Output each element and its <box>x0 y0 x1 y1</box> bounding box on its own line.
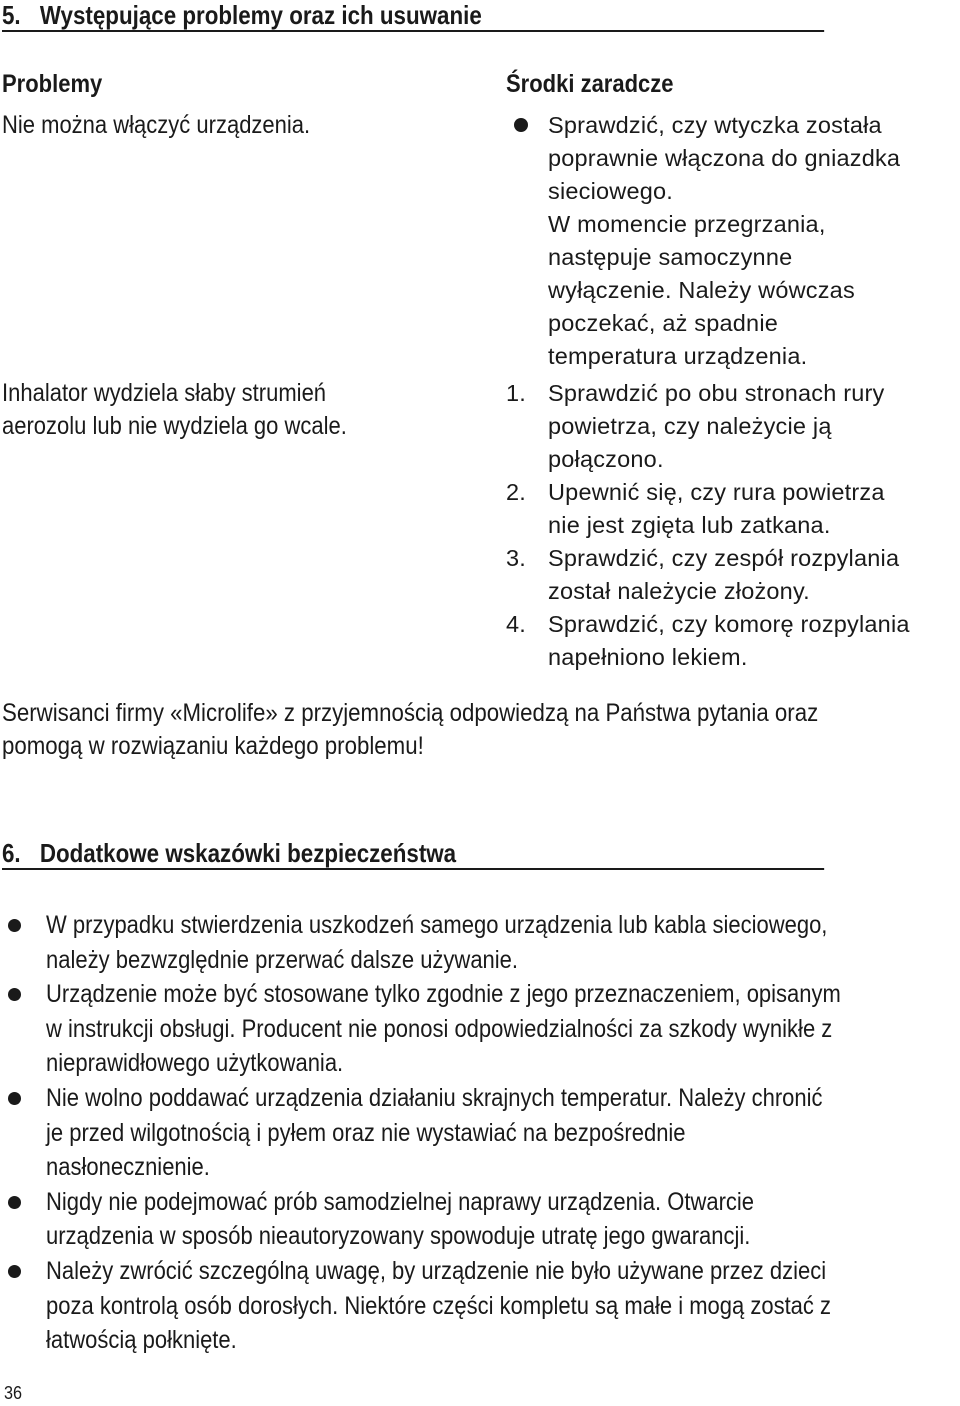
safety-line: w instrukcji obsługi. Producent nie ponosi odpowiedzialności za szkody wynikłe z <box>46 1014 833 1043</box>
remedy-line: połączono. <box>548 446 664 472</box>
safety-item <box>0 908 960 977</box>
safety-line: należy bezwzględnie przerwać dalsze używanie. <box>46 945 519 974</box>
safety-line: nasłonecznienie. <box>46 1153 210 1182</box>
remedy-step-3 <box>506 542 960 608</box>
safety-item <box>0 1081 960 1185</box>
service-note-line: pomogą w rozwiązaniu każdego problemu! <box>2 732 424 760</box>
remedy-line: Sprawdzić po obu stronach rury <box>548 380 885 406</box>
remedy-line: Sprawdzić, czy zespół rozpylania <box>548 545 900 571</box>
remedy-line: powietrza, czy należycie ją <box>548 413 832 439</box>
bullet-icon <box>8 988 21 1001</box>
safety-line: Należy zwrócić szczególną uwagę, by urządzenie nie było używane przez dzieci <box>46 1256 827 1285</box>
remedy-line: poczekać, aż spadnie <box>548 310 779 336</box>
remedies-column-header: Środki zaradcze <box>506 70 674 98</box>
step-number: 2. <box>506 479 526 505</box>
problem-1 <box>2 109 310 142</box>
remedy-line: został należycie złożony. <box>548 578 810 604</box>
safety-line: W przypadku stwierdzenia uszkodzeń samego urządzenia lub kabla sieciowego, <box>46 911 828 939</box>
service-note <box>2 697 945 763</box>
bullet-icon <box>8 919 21 932</box>
remedy-line: napełniono lekiem. <box>548 644 748 670</box>
problem-line: aerozolu lub nie wydziela go wcale. <box>2 411 347 440</box>
safety-line: Nigdy nie podejmować prób samodzielnej naprawy urządzenia. Otwarcie <box>46 1187 755 1216</box>
remedy-line: Sprawdzić, czy komorę rozpylania <box>548 611 910 637</box>
page-number: 36 <box>4 1383 23 1403</box>
bullet-icon <box>8 1196 21 1209</box>
remedy-line: W momencie przegrzania, <box>548 211 826 237</box>
safety-line: nieprawidłowego użytkowania. <box>46 1049 344 1078</box>
problems-column-header: Problemy <box>2 70 103 98</box>
section-6-heading <box>2 838 824 870</box>
safety-list <box>0 908 960 1358</box>
step-number: 3. <box>506 545 526 571</box>
safety-line: Urządzenie może być stosowane tylko zgodnie z jego przeznaczeniem, opisanym <box>46 980 841 1009</box>
step-number: 1. <box>506 380 526 406</box>
safety-line: je przed wilgotnością i pyłem oraz nie wystawiać na bezpośrednie <box>46 1118 686 1147</box>
bullet-icon <box>8 1092 21 1105</box>
problem-line: Inhalator wydziela słaby strumień <box>2 379 327 407</box>
remedy-line: nie jest zgięta lub zatkana. <box>548 512 831 538</box>
bullet-icon <box>8 1265 21 1278</box>
remedy-line: temperatura urządzenia. <box>548 343 808 369</box>
section-6-title: Dodatkowe wskazówki bezpieczeństwa <box>39 838 457 868</box>
safety-item <box>0 1185 960 1254</box>
step-number: 4. <box>506 611 526 637</box>
remedy-line: poprawnie włączona do gniazdka <box>548 145 901 171</box>
remedies-2 <box>506 377 960 674</box>
remedy-item <box>506 109 960 208</box>
safety-line: urządzenia w sposób nieautoryzowany spowoduje utratę jego gwarancji. <box>46 1222 751 1251</box>
remedies-1 <box>506 109 960 373</box>
remedy-item <box>506 208 960 373</box>
section-5-title: Występujące problemy oraz ich usuwanie <box>39 0 482 30</box>
remedy-line: następuje samoczynne <box>548 244 793 270</box>
remedy-step-4 <box>506 608 960 674</box>
remedy-step-1 <box>506 377 960 476</box>
safety-line: Nie wolno poddawać urządzenia działaniu skrajnych temperatur. Należy chronić <box>46 1083 823 1112</box>
section-5-number: 5. <box>2 0 21 30</box>
problem-2 <box>2 377 347 442</box>
safety-line: poza kontrolą osób dorosłych. Niektóre części kompletu są małe i mogą zostać z <box>46 1291 832 1320</box>
remedy-line: wyłączenie. Należy wówczas <box>548 277 855 303</box>
remedy-line: Sprawdzić, czy wtyczka została <box>548 112 882 138</box>
problem-line: Nie można włączyć urządzenia. <box>2 111 311 139</box>
remedy-line: Upewnić się, czy rura powietrza <box>548 479 885 505</box>
remedy-line: sieciowego. <box>548 178 673 204</box>
safety-line: łatwością połknięte. <box>46 1326 237 1355</box>
service-note-line: Serwisanci firmy «Microlife» z przyjemnością odpowiedzą na Państwa pytania oraz <box>2 699 819 727</box>
section-6-number: 6. <box>2 838 21 868</box>
safety-item <box>0 977 960 1081</box>
remedy-step-2 <box>506 476 960 542</box>
section-5-heading <box>2 0 824 32</box>
safety-item <box>0 1254 960 1358</box>
